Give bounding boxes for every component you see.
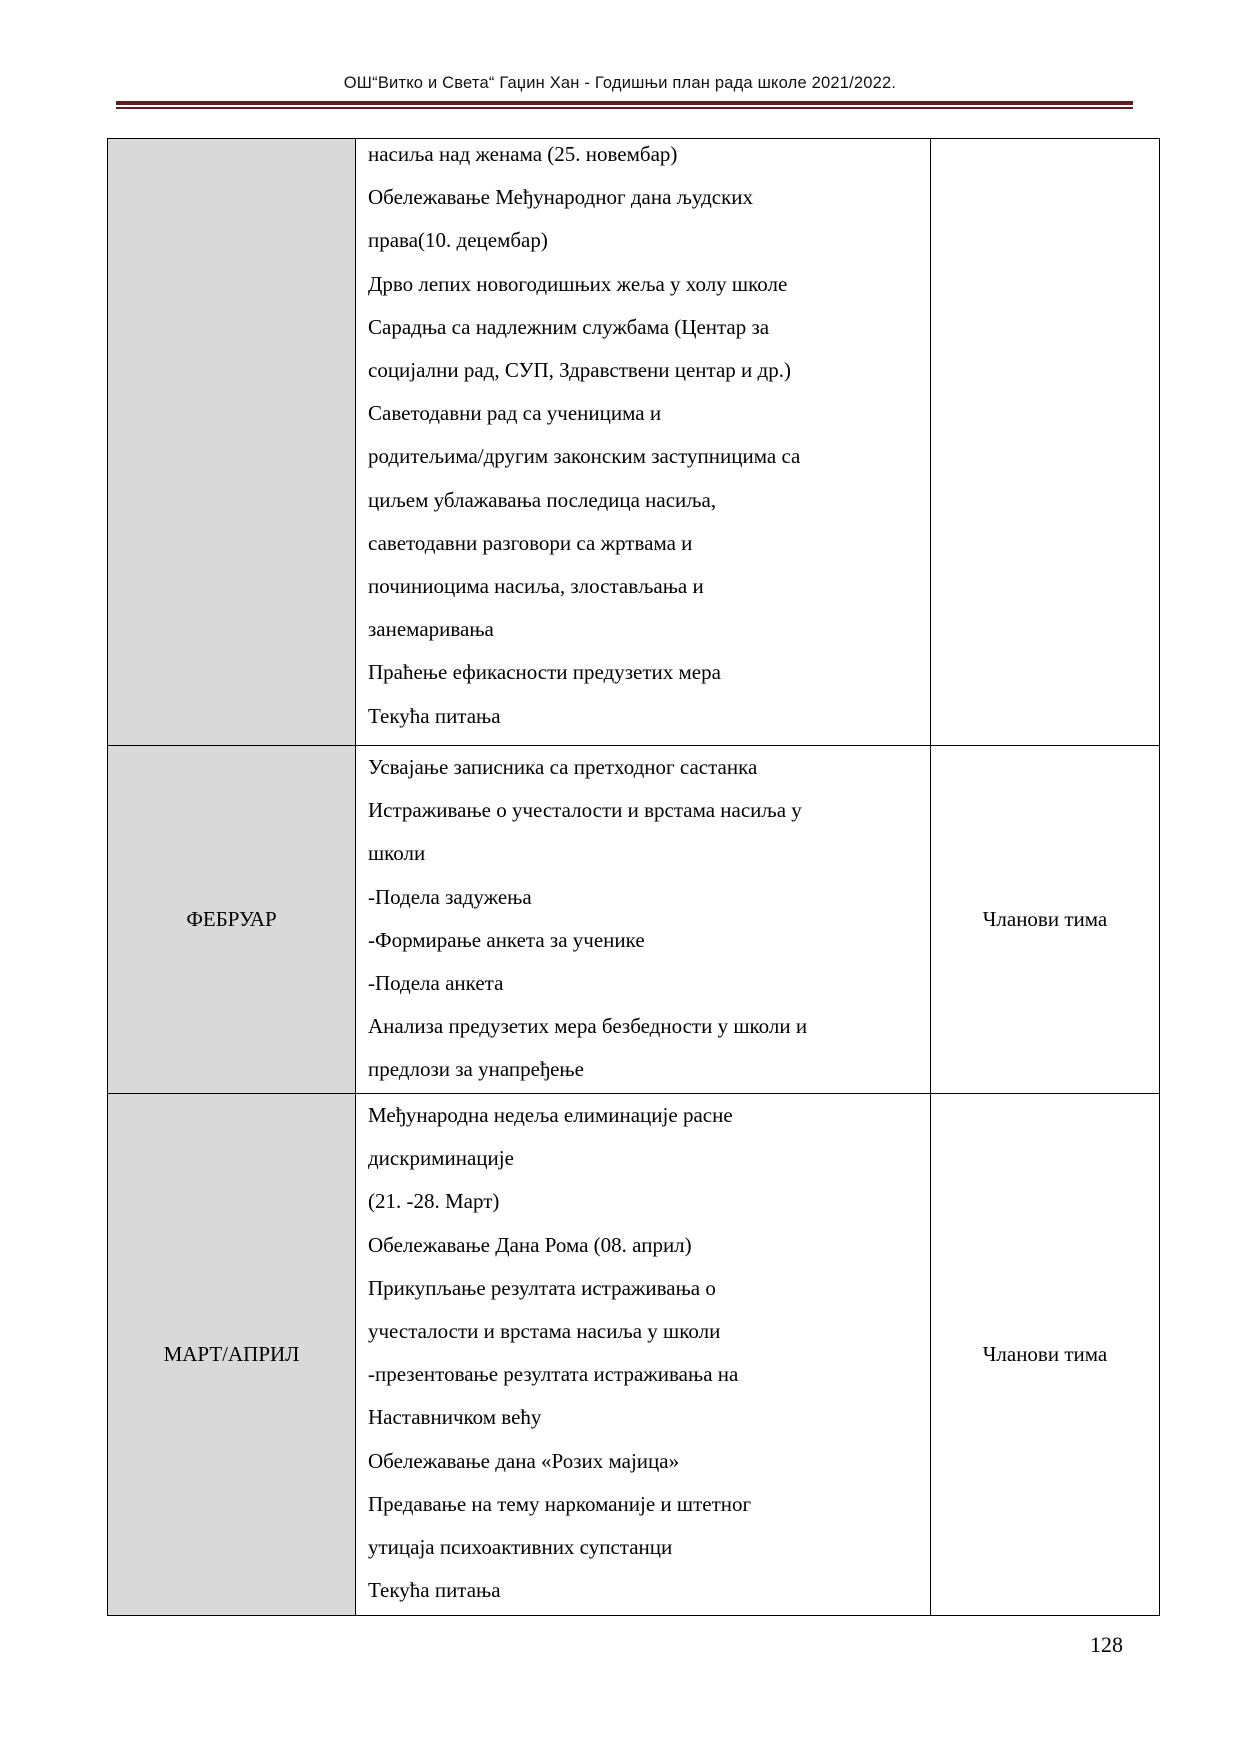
activity-line: родитељима/другим законским заступницима са (368, 444, 801, 469)
activity-line: Обележавање Међународног дана људских (368, 185, 754, 210)
table-row (108, 1094, 1160, 1616)
page-number: 128 (1090, 1632, 1123, 1657)
activities-cell (356, 746, 931, 1094)
month-cell (108, 139, 356, 746)
activity-line: Обележавање Дана Рома (08. април) (368, 1232, 692, 1257)
activity-line: Саветодавни рад са ученицима и (368, 401, 662, 426)
activity-line: Прикупљање резултата истраживања о (368, 1275, 716, 1300)
table-row (108, 139, 1160, 746)
responsible-cell: Чланови тима (931, 1094, 1160, 1616)
activity-line: саветодавни разговори са жртвама и (368, 530, 693, 555)
activity-line: права(10. децембар) (368, 228, 548, 253)
activity-line: Текућа питања (368, 703, 501, 728)
activity-line: Предавање на тему наркоманије и штетног (368, 1491, 752, 1516)
activity-line: Обележавање дана «Розих мајица» (368, 1448, 680, 1473)
activity-line: учесталости и врстама насиља у школи (368, 1319, 721, 1344)
activity-line: Сарадња са надлежним службама (Центар за (368, 314, 770, 339)
activity-line: Истраживање о учесталости и врстама насиља у (368, 798, 802, 823)
activity-line: -Подела анкета (368, 971, 504, 996)
header-rule-thick (116, 101, 1133, 105)
activity-line: Међународна недеља елиминације расне (368, 1103, 733, 1127)
activity-line: -презентовање резултата истраживања на (368, 1362, 739, 1387)
activity-line: -Подела задужења (368, 884, 532, 909)
activity-line: (21. -28. Март) (368, 1189, 500, 1214)
responsible-cell (931, 139, 1160, 746)
table-row (108, 746, 1160, 1094)
work-plan-table (107, 138, 1160, 1616)
activities-cell (356, 139, 931, 746)
activity-line: утицаја психоактивних супстанци (368, 1535, 673, 1560)
activity-line: Текућа питања (368, 1578, 501, 1603)
activity-line: -Формирање анкета за ученике (368, 927, 645, 952)
activity-line: циљем ублажавања последица насиља, (368, 487, 717, 512)
activity-line: дискриминације (368, 1146, 514, 1171)
month-cell: ФЕБРУАР (108, 746, 356, 1094)
activity-line: Анализа предузетих мера безбедности у школи и (368, 1014, 808, 1039)
month-cell: МАРТ/АПРИЛ (108, 1094, 356, 1616)
activity-line: школи (368, 841, 426, 866)
activity-line: социјални рад, СУП, Здравствени центар и др.) (368, 358, 791, 383)
page-header-title: ОШ“Витко и Света“ Гаџин Хан - Годишњи план рада школе 2021/2022. (343, 74, 897, 92)
activity-line: занемаривања (368, 617, 494, 642)
activity-line: починиоцима насиља, злостављања и (368, 574, 704, 599)
activity-line: Усвајање записника са претходног састанка (368, 755, 758, 779)
activities-cell (356, 1094, 931, 1616)
header-rule-thin (116, 107, 1133, 109)
activity-line: Дрво лепих новогодишњих жеља у холу школе (368, 271, 788, 296)
activity-line: Наставничком већу (368, 1405, 542, 1430)
activity-line: предлози за унапређење (368, 1057, 584, 1082)
activity-line: насиља над женама (25. новембар) (368, 142, 678, 166)
activity-line: Праћење ефикасности предузетих мера (368, 660, 721, 685)
responsible-cell: Чланови тима (931, 746, 1160, 1094)
